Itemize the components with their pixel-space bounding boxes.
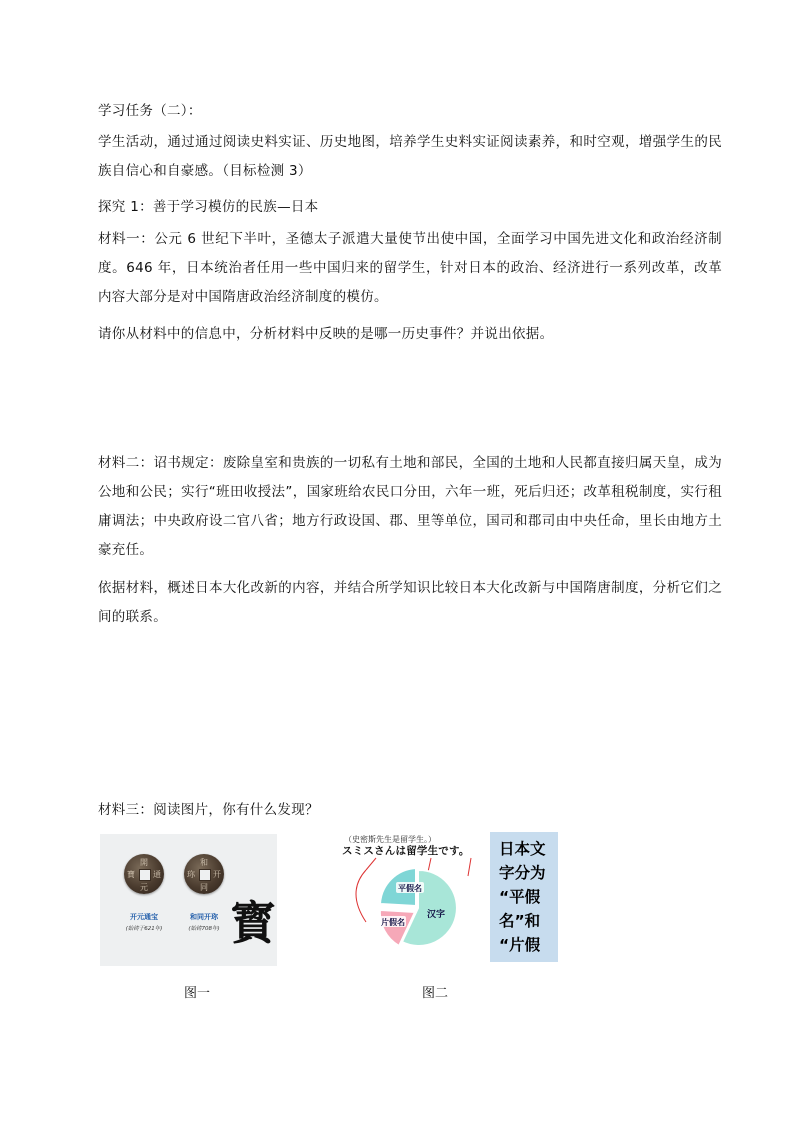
coin-2-sub: (始铸708年) [188, 926, 220, 932]
figure-2-note: （史密斯先生是留学生。） [344, 835, 436, 844]
figure-2-caption: 图二 [422, 986, 449, 1001]
question-1: 请你从材料中的信息中，分析材料中反映的是哪一历史事件？并说出依据。 [98, 326, 554, 342]
figure-2-side-text: 日本文 字分为 “平假 名”和 “片假 [490, 832, 558, 962]
material-2: 材料二：诏书规定：废除皇室和贵族的一切私有土地和部民，全国的土地和人民都直接归属天皇，成为公地和公民；实行“班田收授法”，国家班给农民口分田，六年一班，死后归还；改革租税制度，实行租庸调法；中央政府设二官八省；地方行政设国、郡、里等单位，国司和郡司由中央任命，里长由地方土豪充任。 [98, 455, 722, 558]
katakana-label: 片假名 [381, 918, 405, 927]
kaiyuan-coin: 開 元 通 寶 [124, 854, 164, 894]
figure-1-caption: 图一 [184, 986, 211, 1001]
figure-2-sentence: スミスさんは留学生です。 [342, 845, 470, 857]
activity-paragraph [98, 128, 722, 186]
coin-1-label: 开元通宝 [130, 913, 158, 921]
wadokaichin-coin: 和 同 开 珎 [184, 854, 224, 894]
task-heading: 学习任务（二）： [98, 103, 202, 119]
explore-1-heading: 探究 1：善于学习模仿的民族—日本 [98, 199, 319, 215]
coin-1-sub: (始铸于621年) [125, 926, 163, 932]
question-2: 依据材料，概述日本大化改新的内容，并结合所学知识比较日本大化改新与中国隋唐制度，分析它们之间的联系。 [98, 580, 722, 625]
activity-text: 学生活动，通过通过阅读史料实证、历史地图，培养学生史料实证阅读素养，和时空观，增强学生的民族自信心和自豪感。（目标检测 3） [98, 134, 722, 179]
figure-2-kana-image [336, 832, 558, 962]
kanji-label: 汉字 [426, 910, 446, 920]
bao-character: 寳 [230, 896, 276, 950]
kana-pie-chart [336, 832, 490, 962]
hiragana-label: 平假名 [398, 884, 422, 893]
material-1: 材料一：公元 6 世纪下半叶，圣德太子派遣大量使节出使中国，全面学习中国先进文化和政治经济制度。646 年，日本统治者任用一些中国归来的留学生，针对日本的政治、经济进行一系列改革，改革内容大部分是对中国隋唐政治经济制度的模仿。 [98, 231, 722, 305]
material-3: 材料三：阅读图片，你有什么发现？ [98, 802, 319, 818]
coin-2-label: 和同开珎 [190, 913, 218, 921]
